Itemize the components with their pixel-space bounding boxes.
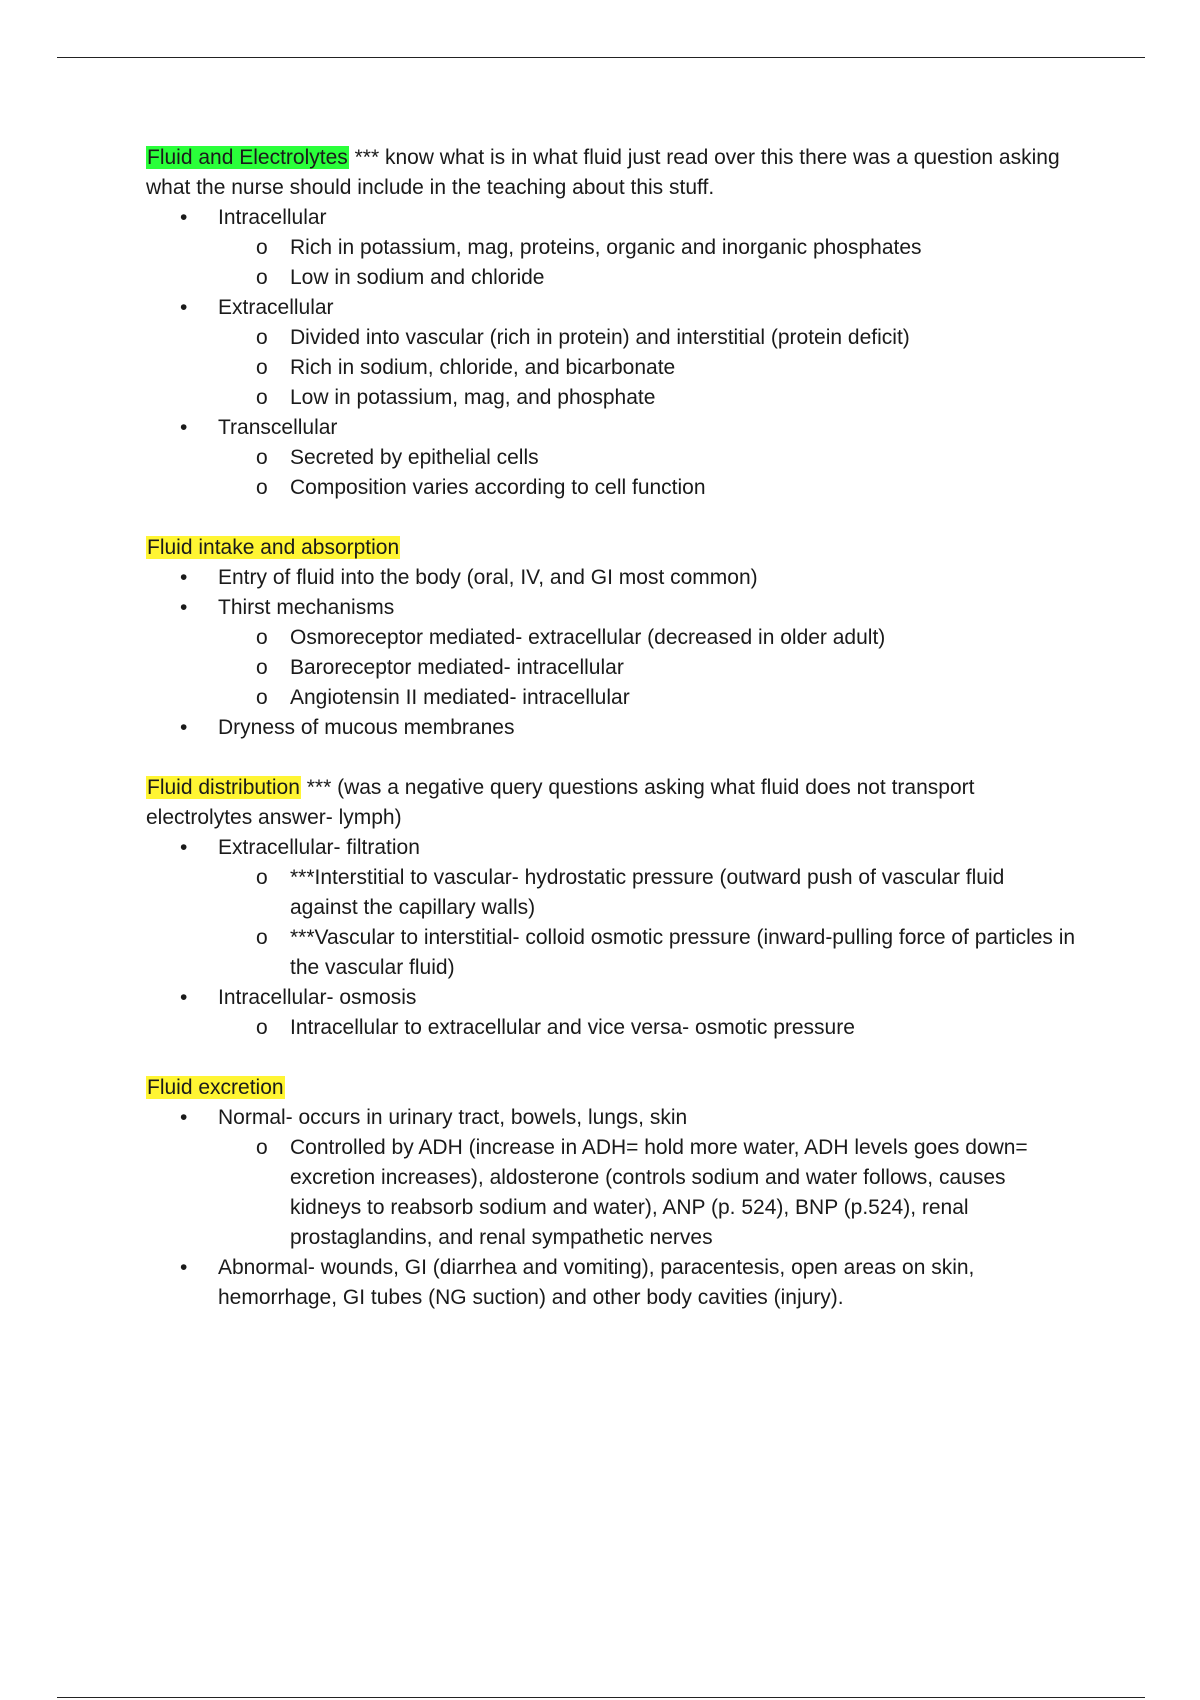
list-item-text: Transcellular: [218, 416, 338, 439]
sub-list: [146, 863, 1076, 983]
sub-list-item: o Rich in sodium, chloride, and bicarbonate: [146, 353, 1076, 383]
section-fluid-intake: [146, 533, 1076, 743]
list-item-text: Abnormal- wounds, GI (diarrhea and vomiting), paracentesis, open areas on skin, hemorrhage, GI tubes (NG suction) and other body cavities (injury).: [218, 1256, 975, 1309]
sub-list-item: o Composition varies according to cell function: [146, 473, 1076, 503]
sub-list-item: o Intracellular to extracellular and vice versa- osmotic pressure: [146, 1013, 1076, 1043]
section-fluid-distribution: [146, 773, 1076, 1043]
list-item: [146, 1103, 1076, 1253]
header-rule: [57, 57, 1145, 58]
section-intro-line: [146, 533, 1076, 563]
bullet-list: [146, 203, 1076, 503]
sub-list-item: o Angiotensin II mediated- intracellular: [146, 683, 1076, 713]
sub-list-item: o Divided into vascular (rich in protein) and interstitial (protein deficit): [146, 323, 1076, 353]
section-intro-line: [146, 143, 1076, 203]
sub-list-item: o Secreted by epithelial cells: [146, 443, 1076, 473]
section-heading: Fluid and Electrolytes: [147, 146, 348, 169]
sub-list: [146, 233, 1076, 293]
sub-list-item: o Low in potassium, mag, and phosphate: [146, 383, 1076, 413]
footer-rule: [57, 1697, 1145, 1698]
section-heading: Fluid distribution: [147, 776, 300, 799]
bullet-list: [146, 833, 1076, 1043]
sub-list-item: o Low in sodium and chloride: [146, 263, 1076, 293]
sub-list-item: o ***Vascular to interstitial- colloid osmotic pressure (inward-pulling force of particles in the vascular fluid): [146, 923, 1076, 983]
section-fluid-and-electrolytes: [146, 143, 1076, 503]
list-item: [146, 833, 1076, 983]
sub-list-item: o Controlled by ADH (increase in ADH= hold more water, ADH levels goes down= excretion increases), aldosterone (controls sodium and water follows, causes kidneys to reabsorb sodium and water), ANP (p. 524), BNP (p.524), renal prostaglandins, and renal sympathetic nerves: [146, 1133, 1076, 1253]
list-item-text: Extracellular- filtration: [218, 836, 420, 859]
sub-list: [146, 1133, 1076, 1253]
list-item: [146, 563, 1076, 593]
sub-list-item: o Rich in potassium, mag, proteins, organic and inorganic phosphates: [146, 233, 1076, 263]
list-item-text: Entry of fluid into the body (oral, IV, and GI most common): [218, 566, 758, 589]
list-item: [146, 593, 1076, 713]
sub-list: [146, 443, 1076, 503]
section-intro: *** know what is in what fluid just read over this there was a question asking what the nurse should include in the teaching about this stuff.: [146, 146, 1060, 199]
list-item-text: Dryness of mucous membranes: [218, 716, 515, 739]
list-item-text: Normal- occurs in urinary tract, bowels, lungs, skin: [218, 1106, 688, 1129]
list-item: [146, 1253, 1076, 1313]
section-heading: Fluid excretion: [147, 1076, 284, 1099]
list-item: [146, 983, 1076, 1043]
list-item-text: Intracellular- osmosis: [218, 986, 417, 1009]
section-intro-line: [146, 773, 1076, 833]
list-item: [146, 713, 1076, 743]
list-item-text: Intracellular: [218, 206, 327, 229]
list-item-text: Extracellular: [218, 296, 334, 319]
list-item: [146, 293, 1076, 413]
section-heading: Fluid intake and absorption: [147, 536, 400, 559]
sub-list-item: o Baroreceptor mediated- intracellular: [146, 653, 1076, 683]
section-intro-line: [146, 1073, 1076, 1103]
sub-list: [146, 323, 1076, 413]
list-item-text: Thirst mechanisms: [218, 596, 395, 619]
section-intro: *** (was a negative query questions asking what fluid does not transport electrolytes answer- lymph): [146, 776, 975, 829]
bullet-list: [146, 563, 1076, 743]
document-body: [146, 143, 1076, 1313]
section-fluid-excretion: [146, 1073, 1076, 1313]
list-item: [146, 413, 1076, 503]
sub-list: [146, 1013, 1076, 1043]
list-item: [146, 203, 1076, 293]
sub-list-item: o Osmoreceptor mediated- extracellular (decreased in older adult): [146, 623, 1076, 653]
bullet-list: [146, 1103, 1076, 1313]
sub-list: [146, 623, 1076, 713]
sub-list-item: o ***Interstitial to vascular- hydrostatic pressure (outward push of vascular fluid against the capillary walls): [146, 863, 1076, 923]
